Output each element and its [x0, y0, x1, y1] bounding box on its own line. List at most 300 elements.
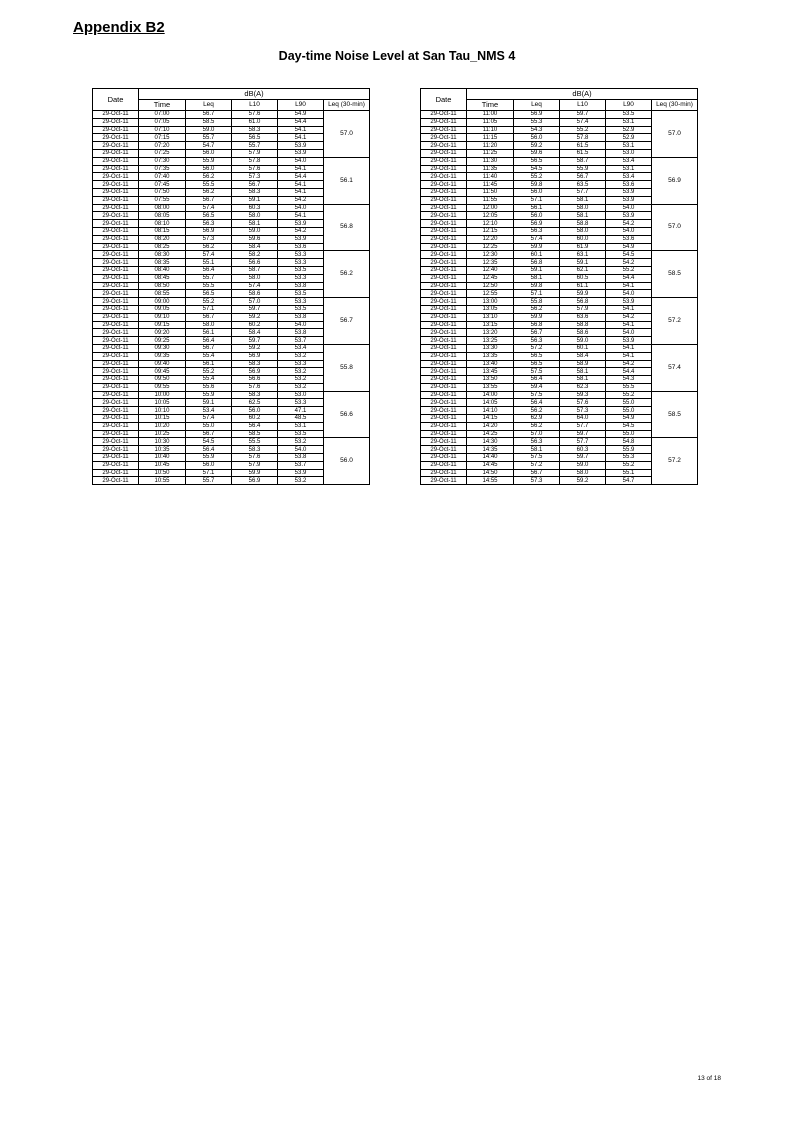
time-cell: 14:35	[467, 446, 514, 454]
leq30-cell: 56.2	[324, 251, 370, 298]
table-row	[421, 157, 698, 165]
time-cell: 13:05	[467, 305, 514, 313]
l10-cell: 59.0	[560, 461, 606, 469]
l10-cell: 56.0	[232, 407, 278, 415]
table-row	[93, 251, 370, 259]
time-cell: 09:25	[139, 337, 186, 345]
l90-cell: 54.1	[278, 181, 324, 189]
l90-cell: 53.9	[606, 337, 652, 345]
l10-cell: 59.1	[560, 259, 606, 267]
time-cell: 09:55	[139, 383, 186, 391]
l90-cell: 54.8	[606, 438, 652, 446]
leq-cell: 57.5	[514, 454, 560, 462]
l10-cell: 58.4	[232, 329, 278, 337]
l10-cell: 58.1	[560, 196, 606, 204]
date-cell: 29-Oct-11	[421, 313, 467, 321]
leq-cell: 56.7	[186, 196, 232, 204]
l10-cell: 55.7	[232, 142, 278, 150]
leq30-cell: 57.4	[652, 344, 698, 391]
date-cell: 29-Oct-11	[421, 235, 467, 243]
page-title: Day-time Noise Level at San Tau_NMS 4	[278, 49, 516, 63]
l10-cell: 59.2	[232, 344, 278, 352]
date-cell: 29-Oct-11	[421, 227, 467, 235]
l10-cell: 57.6	[232, 165, 278, 173]
leq-cell: 59.6	[514, 149, 560, 157]
table-row	[421, 391, 698, 399]
l10-cell: 58.8	[560, 220, 606, 228]
time-header: Time	[139, 100, 186, 111]
leq-cell: 56.5	[514, 352, 560, 360]
date-cell: 29-Oct-11	[421, 149, 467, 157]
date-cell: 29-Oct-11	[421, 352, 467, 360]
time-cell: 11:55	[467, 196, 514, 204]
l90-cell: 54.1	[278, 134, 324, 142]
leq-cell: 56.9	[514, 111, 560, 119]
leq-cell: 56.0	[186, 461, 232, 469]
l10-cell: 57.9	[232, 461, 278, 469]
l10-cell: 58.8	[560, 321, 606, 329]
leq-cell: 55.9	[186, 454, 232, 462]
date-cell: 29-Oct-11	[421, 305, 467, 313]
l90-cell: 53.2	[278, 352, 324, 360]
l90-cell: 54.0	[606, 227, 652, 235]
time-cell: 08:45	[139, 274, 186, 282]
l90-cell: 54.4	[606, 274, 652, 282]
leq-cell: 56.5	[514, 360, 560, 368]
l90-cell: 54.4	[606, 368, 652, 376]
l10-cell: 61.0	[232, 118, 278, 126]
l10-cell: 60.2	[232, 321, 278, 329]
time-cell: 14:20	[467, 422, 514, 430]
time-cell: 09:15	[139, 321, 186, 329]
l90-cell: 53.9	[278, 142, 324, 150]
table-row	[93, 344, 370, 352]
l10-cell: 59.3	[560, 391, 606, 399]
time-cell: 10:25	[139, 430, 186, 438]
l10-cell: 59.2	[560, 477, 606, 485]
l10-cell: 57.7	[560, 188, 606, 196]
date-cell: 29-Oct-11	[93, 227, 139, 235]
leq-cell: 57.5	[514, 391, 560, 399]
leq-cell: 56.7	[514, 329, 560, 337]
date-cell: 29-Oct-11	[93, 438, 139, 446]
leq-cell: 57.3	[186, 235, 232, 243]
l10-cell: 58.0	[232, 274, 278, 282]
time-cell: 11:25	[467, 149, 514, 157]
l10-cell: 56.4	[232, 422, 278, 430]
l90-cell: 54.4	[278, 118, 324, 126]
leq-cell: 60.1	[514, 251, 560, 259]
leq-cell: 54.7	[186, 142, 232, 150]
l10-cell: 58.1	[232, 220, 278, 228]
time-cell: 07:25	[139, 149, 186, 157]
time-cell: 10:35	[139, 446, 186, 454]
time-cell: 07:35	[139, 165, 186, 173]
l10-cell: 61.5	[560, 149, 606, 157]
date-cell: 29-Oct-11	[421, 391, 467, 399]
leq-cell: 57.4	[186, 415, 232, 423]
l90-cell: 53.6	[606, 235, 652, 243]
date-cell: 29-Oct-11	[93, 305, 139, 313]
l10-cell: 60.0	[560, 235, 606, 243]
l90-cell: 54.2	[606, 360, 652, 368]
leq-cell: 55.7	[186, 274, 232, 282]
l10-cell: 58.9	[560, 360, 606, 368]
date-cell: 29-Oct-11	[93, 165, 139, 173]
time-cell: 12:00	[467, 204, 514, 212]
leq-cell: 56.2	[186, 188, 232, 196]
date-cell: 29-Oct-11	[421, 118, 467, 126]
time-cell: 09:35	[139, 352, 186, 360]
leq30-header: Leq (30-min)	[324, 100, 370, 111]
l90-cell: 54.0	[278, 321, 324, 329]
l10-cell: 56.9	[232, 368, 278, 376]
l90-cell: 53.2	[278, 368, 324, 376]
date-cell: 29-Oct-11	[421, 165, 467, 173]
leq-cell: 56.0	[186, 165, 232, 173]
date-header: Date	[421, 89, 467, 111]
date-cell: 29-Oct-11	[421, 360, 467, 368]
l10-cell: 64.0	[560, 415, 606, 423]
l90-cell: 55.1	[606, 469, 652, 477]
l10-cell: 58.7	[232, 266, 278, 274]
date-cell: 29-Oct-11	[421, 298, 467, 306]
l90-cell: 53.9	[278, 149, 324, 157]
date-cell: 29-Oct-11	[421, 188, 467, 196]
leq-cell: 53.4	[186, 407, 232, 415]
date-cell: 29-Oct-11	[421, 461, 467, 469]
l90-cell: 53.9	[278, 235, 324, 243]
l10-cell: 58.1	[560, 376, 606, 384]
l90-cell: 53.3	[278, 360, 324, 368]
l90-cell: 54.1	[606, 282, 652, 290]
l10-header: L10	[560, 100, 606, 111]
date-cell: 29-Oct-11	[93, 399, 139, 407]
date-cell: 29-Oct-11	[421, 243, 467, 251]
l90-cell: 55.9	[606, 446, 652, 454]
date-cell: 29-Oct-11	[421, 368, 467, 376]
time-cell: 13:15	[467, 321, 514, 329]
l10-cell: 59.7	[232, 337, 278, 345]
leq30-cell: 56.0	[324, 438, 370, 485]
l10-cell: 61.5	[560, 142, 606, 150]
l90-cell: 54.0	[278, 157, 324, 165]
l90-cell: 55.0	[606, 407, 652, 415]
leq-cell: 57.4	[186, 251, 232, 259]
l10-cell: 59.6	[232, 235, 278, 243]
l10-cell: 55.5	[232, 438, 278, 446]
l90-cell: 54.1	[606, 344, 652, 352]
time-cell: 12:50	[467, 282, 514, 290]
date-cell: 29-Oct-11	[93, 251, 139, 259]
date-header: Date	[93, 89, 139, 111]
leq-cell: 56.8	[514, 321, 560, 329]
time-cell: 07:10	[139, 126, 186, 134]
leq-cell: 55.8	[514, 298, 560, 306]
l10-cell: 57.9	[560, 305, 606, 313]
l90-cell: 53.5	[278, 305, 324, 313]
leq-cell: 56.4	[186, 337, 232, 345]
time-cell: 12:25	[467, 243, 514, 251]
l10-cell: 57.6	[560, 399, 606, 407]
leq-cell: 59.8	[514, 181, 560, 189]
date-cell: 29-Oct-11	[421, 274, 467, 282]
leq-cell: 56.4	[514, 376, 560, 384]
l90-cell: 53.2	[278, 438, 324, 446]
table-row	[421, 204, 698, 212]
leq-cell: 56.4	[514, 399, 560, 407]
appendix-heading: Appendix B2	[73, 19, 165, 36]
l90-cell: 53.2	[278, 383, 324, 391]
table-body	[421, 111, 698, 485]
leq-cell: 59.9	[514, 243, 560, 251]
l10-cell: 61.1	[560, 282, 606, 290]
date-cell: 29-Oct-11	[93, 243, 139, 251]
l90-cell: 53.9	[606, 298, 652, 306]
l90-cell: 55.5	[606, 383, 652, 391]
date-cell: 29-Oct-11	[421, 344, 467, 352]
leq-cell: 57.4	[514, 235, 560, 243]
l90-cell: 55.0	[606, 399, 652, 407]
time-cell: 07:00	[139, 111, 186, 119]
leq-header: Leq	[186, 100, 232, 111]
leq-cell: 56.0	[186, 149, 232, 157]
time-cell: 13:50	[467, 376, 514, 384]
time-cell: 12:05	[467, 212, 514, 220]
l90-cell: 54.1	[606, 305, 652, 313]
leq-cell: 57.1	[186, 305, 232, 313]
time-cell: 12:15	[467, 227, 514, 235]
l10-cell: 59.9	[232, 469, 278, 477]
date-cell: 29-Oct-11	[421, 477, 467, 485]
l10-cell: 61.9	[560, 243, 606, 251]
leq-cell: 56.1	[186, 329, 232, 337]
l90-cell: 53.5	[278, 266, 324, 274]
leq-cell: 55.2	[186, 368, 232, 376]
l90-cell: 54.9	[606, 243, 652, 251]
date-cell: 29-Oct-11	[421, 399, 467, 407]
time-cell: 14:55	[467, 477, 514, 485]
l10-cell: 58.6	[560, 329, 606, 337]
table-row	[93, 157, 370, 165]
leq-cell: 56.2	[514, 422, 560, 430]
time-cell: 14:15	[467, 415, 514, 423]
date-cell: 29-Oct-11	[421, 415, 467, 423]
l90-cell: 53.4	[278, 344, 324, 352]
l90-cell: 54.9	[278, 111, 324, 119]
leq-cell: 56.0	[514, 188, 560, 196]
l10-cell: 60.3	[232, 204, 278, 212]
leq-cell: 57.1	[514, 290, 560, 298]
l90-cell: 54.5	[606, 251, 652, 259]
leq-cell: 57.2	[514, 461, 560, 469]
l10-cell: 58.3	[232, 188, 278, 196]
l10-cell: 58.1	[560, 368, 606, 376]
time-cell: 08:40	[139, 266, 186, 274]
date-cell: 29-Oct-11	[421, 157, 467, 165]
leq30-cell: 57.2	[652, 298, 698, 345]
l90-cell: 53.5	[278, 290, 324, 298]
l10-cell: 57.3	[560, 407, 606, 415]
time-cell: 14:50	[467, 469, 514, 477]
l10-cell: 58.0	[560, 469, 606, 477]
leq-cell: 56.7	[186, 313, 232, 321]
leq30-cell: 57.2	[652, 438, 698, 485]
time-cell: 12:20	[467, 235, 514, 243]
l90-cell: 53.3	[278, 274, 324, 282]
date-cell: 29-Oct-11	[93, 235, 139, 243]
time-cell: 09:20	[139, 329, 186, 337]
leq-cell: 55.7	[186, 134, 232, 142]
noise-table-right	[420, 88, 698, 485]
date-cell: 29-Oct-11	[93, 142, 139, 150]
date-cell: 29-Oct-11	[93, 477, 139, 485]
l90-cell: 53.7	[278, 337, 324, 345]
l90-cell: 54.9	[606, 415, 652, 423]
date-cell: 29-Oct-11	[93, 321, 139, 329]
l90-cell: 53.2	[278, 477, 324, 485]
l90-cell: 53.9	[606, 196, 652, 204]
date-cell: 29-Oct-11	[93, 454, 139, 462]
time-cell: 10:05	[139, 399, 186, 407]
leq-cell: 56.9	[514, 220, 560, 228]
noise-table-left	[92, 88, 370, 485]
time-cell: 13:10	[467, 313, 514, 321]
leq-cell: 56.9	[186, 227, 232, 235]
time-cell: 10:10	[139, 407, 186, 415]
date-cell: 29-Oct-11	[93, 126, 139, 134]
date-cell: 29-Oct-11	[93, 259, 139, 267]
time-cell: 14:10	[467, 407, 514, 415]
time-cell: 07:30	[139, 157, 186, 165]
time-cell: 09:30	[139, 344, 186, 352]
l10-cell: 56.9	[232, 477, 278, 485]
date-cell: 29-Oct-11	[93, 446, 139, 454]
date-cell: 29-Oct-11	[93, 344, 139, 352]
l90-cell: 54.5	[606, 422, 652, 430]
time-cell: 11:20	[467, 142, 514, 150]
time-cell: 11:40	[467, 173, 514, 181]
leq-cell: 55.9	[186, 157, 232, 165]
l10-cell: 56.9	[232, 352, 278, 360]
time-cell: 08:35	[139, 259, 186, 267]
table-row	[421, 438, 698, 446]
date-cell: 29-Oct-11	[421, 329, 467, 337]
l90-cell: 54.2	[606, 259, 652, 267]
leq-cell: 56.7	[186, 430, 232, 438]
l10-cell: 57.6	[232, 383, 278, 391]
time-cell: 07:15	[139, 134, 186, 142]
date-cell: 29-Oct-11	[93, 212, 139, 220]
l10-cell: 56.7	[232, 181, 278, 189]
l10-cell: 62.3	[560, 383, 606, 391]
date-cell: 29-Oct-11	[93, 352, 139, 360]
date-cell: 29-Oct-11	[421, 321, 467, 329]
date-cell: 29-Oct-11	[93, 196, 139, 204]
time-cell: 10:45	[139, 461, 186, 469]
time-cell: 13:45	[467, 368, 514, 376]
leq-cell: 56.1	[186, 360, 232, 368]
date-cell: 29-Oct-11	[93, 188, 139, 196]
l90-cell: 54.0	[606, 290, 652, 298]
l90-cell: 53.3	[278, 298, 324, 306]
l90-cell: 54.7	[606, 477, 652, 485]
l10-cell: 59.7	[560, 454, 606, 462]
time-cell: 07:55	[139, 196, 186, 204]
unit-header: dB(A)	[467, 89, 698, 100]
date-cell: 29-Oct-11	[421, 111, 467, 119]
time-cell: 08:55	[139, 290, 186, 298]
date-cell: 29-Oct-11	[93, 360, 139, 368]
table-row	[93, 391, 370, 399]
leq-cell: 56.3	[186, 220, 232, 228]
leq-cell: 57.1	[186, 469, 232, 477]
date-cell: 29-Oct-11	[421, 376, 467, 384]
l10-cell: 58.6	[232, 290, 278, 298]
l90-cell: 53.9	[278, 469, 324, 477]
l90-cell: 53.5	[606, 111, 652, 119]
l10-cell: 58.0	[232, 212, 278, 220]
date-cell: 29-Oct-11	[93, 313, 139, 321]
l90-cell: 54.2	[278, 227, 324, 235]
date-cell: 29-Oct-11	[421, 438, 467, 446]
l90-cell: 55.0	[606, 430, 652, 438]
l90-cell: 54.4	[278, 173, 324, 181]
l10-cell: 56.6	[232, 259, 278, 267]
leq-cell: 55.4	[186, 352, 232, 360]
time-cell: 11:50	[467, 188, 514, 196]
l90-cell: 54.1	[606, 352, 652, 360]
table-row	[93, 204, 370, 212]
l90-cell: 53.5	[278, 430, 324, 438]
time-cell: 12:55	[467, 290, 514, 298]
time-cell: 13:40	[467, 360, 514, 368]
time-cell: 14:40	[467, 454, 514, 462]
date-cell: 29-Oct-11	[421, 422, 467, 430]
time-cell: 12:35	[467, 259, 514, 267]
date-cell: 29-Oct-11	[93, 337, 139, 345]
l10-cell: 58.2	[232, 251, 278, 259]
l10-cell: 55.9	[560, 165, 606, 173]
time-cell: 08:05	[139, 212, 186, 220]
time-cell: 14:30	[467, 438, 514, 446]
time-cell: 11:30	[467, 157, 514, 165]
time-cell: 12:30	[467, 251, 514, 259]
table-row	[421, 111, 698, 119]
time-cell: 07:20	[139, 142, 186, 150]
l90-cell: 53.9	[606, 212, 652, 220]
l90-cell: 53.8	[278, 282, 324, 290]
leq-cell: 57.5	[514, 368, 560, 376]
l10-cell: 57.0	[232, 298, 278, 306]
l90-cell: 53.1	[606, 165, 652, 173]
l10-cell: 59.2	[232, 313, 278, 321]
time-cell: 09:45	[139, 368, 186, 376]
l10-cell: 60.5	[560, 274, 606, 282]
l10-cell: 56.8	[560, 298, 606, 306]
l10-cell: 60.1	[560, 344, 606, 352]
l90-cell: 54.0	[606, 204, 652, 212]
l90-cell: 53.6	[278, 243, 324, 251]
l90-cell: 55.3	[606, 454, 652, 462]
time-header: Time	[467, 100, 514, 111]
date-cell: 29-Oct-11	[93, 329, 139, 337]
leq-cell: 59.0	[186, 126, 232, 134]
time-cell: 09:00	[139, 298, 186, 306]
l10-cell: 58.4	[560, 352, 606, 360]
date-cell: 29-Oct-11	[93, 173, 139, 181]
date-cell: 29-Oct-11	[421, 220, 467, 228]
